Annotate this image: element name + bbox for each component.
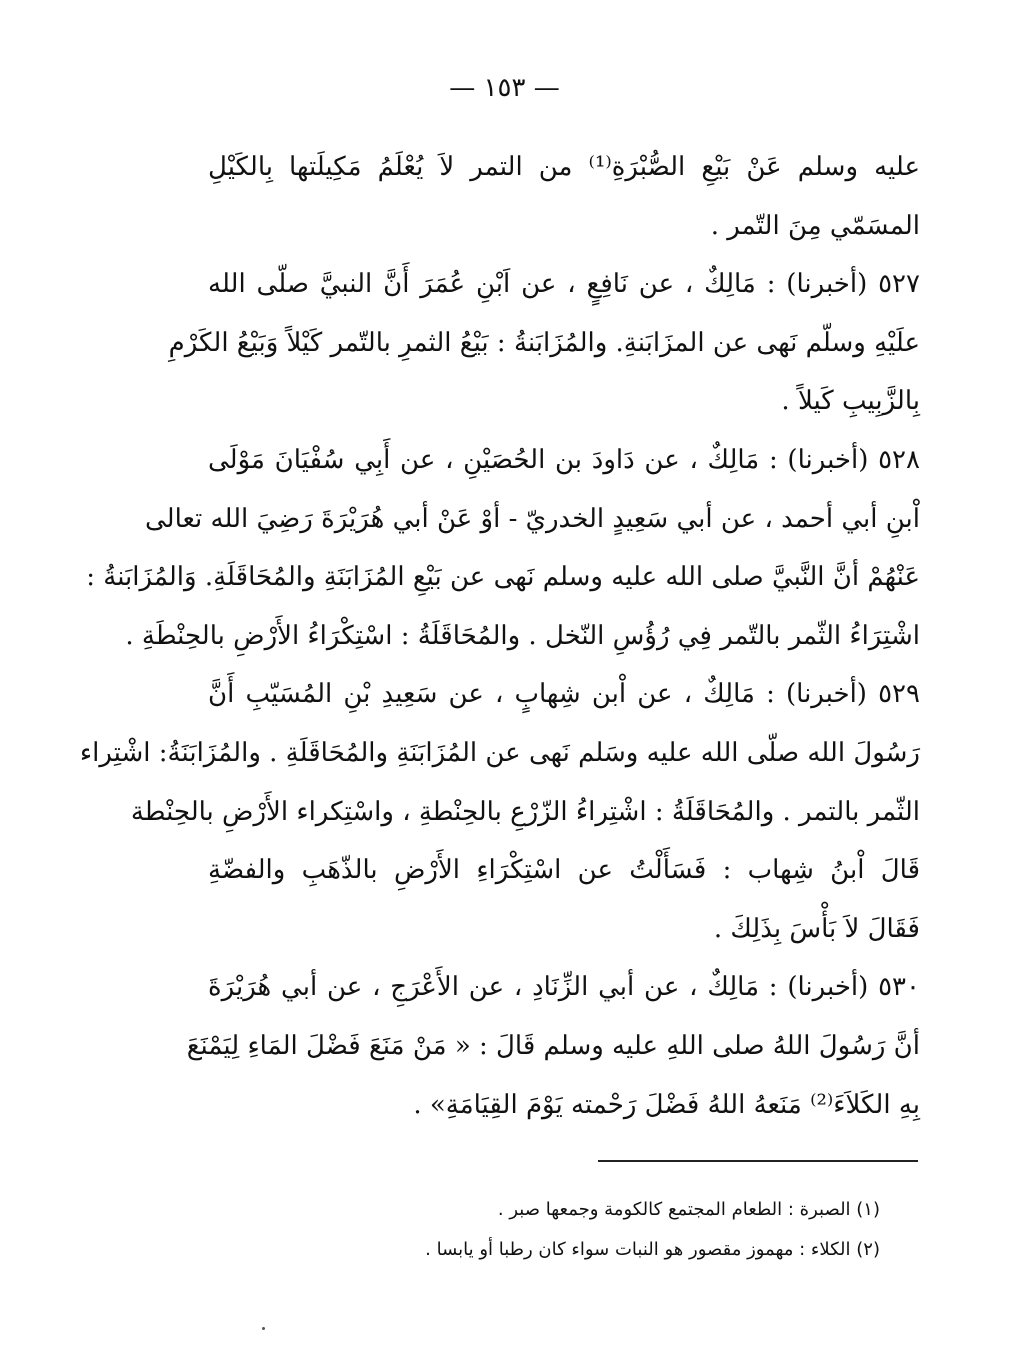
text-line: بِالزَّبِيبِ كَيلاً . (781, 386, 920, 417)
text-line: بِهِ الكَلاَءَ⁽²⁾ مَنَعهُ اللهُ فَضْلَ رَحْمته يَوْمَ القِيَامَةِ» . (413, 1089, 920, 1120)
text-line: ٥٢٨ (أخبرنا) : مَالِكٌ ، عن دَاودَ بن الحُصَيْنِ ، عن أَبِي سُفْيَانَ مَوْلَى (208, 444, 920, 475)
text-line: قَالَ اْبنُ شِهاب : فَسَأَلْتُ عن اسْتِكْرَاءِ الأَرْضِ بالذّهَبِ والفضّةِ (208, 855, 920, 886)
scan-speck (262, 1327, 265, 1330)
text-line: ٥٣٠ (أخبرنا) : مَالِكٌ ، عن أبي الزِّنَادِ ، عن الأَعْرَجِ ، عن أبي هُرَيْرَةَ (208, 972, 920, 1003)
footnote: (١) الصبرة : الطعام المجتمع كالكومة وجمعها صبر . (497, 1199, 880, 1220)
text-line: ٥٢٧ (أخبرنا) : مَالِكٌ ، عن نَافِعٍ ، عن اَبْنِ عُمَرَ أَنَّ النبيَّ صلّى الله (208, 269, 920, 300)
main-text (79, 138, 920, 1134)
text-line: أنَّ رَسُولَ اللهُ صلى اللهِ عليه وسلم قَالَ : « مَنْ مَنَعَ فَضْلَ المَاءِ لِيَمْنَعَ (186, 1030, 920, 1061)
text-line: رَسُولَ الله صلّى الله عليه وسَلم نَهى عن المُزَابَنَةِ والمُحَاقَلَةِ . والمُزَابَنَةُ: اشْتِراء (79, 737, 920, 768)
footnotes (300, 1190, 880, 1270)
page-number: — ١٥٣ — (449, 73, 560, 103)
text-line: المسَمّي مِنَ التّمر . (710, 210, 920, 241)
text-line: اشْتِرَاءُ الثّمر بالتّمر فِي رُؤُسِ النّخل . والمُحَاقَلَةُ : اسْتِكْرَاءُ الأَرْضِ بالحِنْطَةِ . (125, 620, 920, 651)
text-line: اْبنِ أبي أحمد ، عن أبي سَعِيدٍ الخدريّ - أوْ عَنْ أبي هُرَيْرَةَ رَضِيَ الله تعالى (144, 503, 920, 534)
text-line: الثّمر بالتمر . والمُحَاقَلَةُ : اشْتِراءُ الزّرْعِ بالحِنْطةِ ، واسْتِكراء الأَرْضِ بالحِنْطة (130, 796, 920, 827)
text-line: فَقَالَ لاَ بَأْسَ بِذَلِكَ . (713, 913, 920, 944)
text-line: عَنْهُمْ أنَّ النَّبيَّ صلى الله عليه وسلم نَهى عن بَيْعِ المُزَابَنَةِ والمُحَاقَلَةِ. وَالمُزَابَنةُ : (86, 562, 920, 593)
text-line: عليه وسلم عَنْ بَيْعِ الصُّبْرَةِ⁽¹⁾ من التمر لاَ يُعْلَمُ مَكِيلَتها بِالكَيْلِ (208, 152, 920, 182)
text-line: علَيْهِ وسلّم نَهى عن المزَابَنةِ. والمُزَابَنةُ : بَيْعُ الثمرِ بالتّمر كَيْلاً وَبَيْعُ الكَرْمِ (168, 327, 920, 358)
footnote-divider (598, 1160, 918, 1162)
text-line: ٥٢٩ (أخبرنا) : مَالِكٌ ، عن اْبن شِهابٍ ، عن سَعِيدِ بْنِ المُسَيّبِ أَنَّ (208, 679, 920, 710)
footnote: (٢) الكلاء : مهموز مقصور هو النبات سواء كان رطبا أو يابسا . (425, 1239, 880, 1260)
